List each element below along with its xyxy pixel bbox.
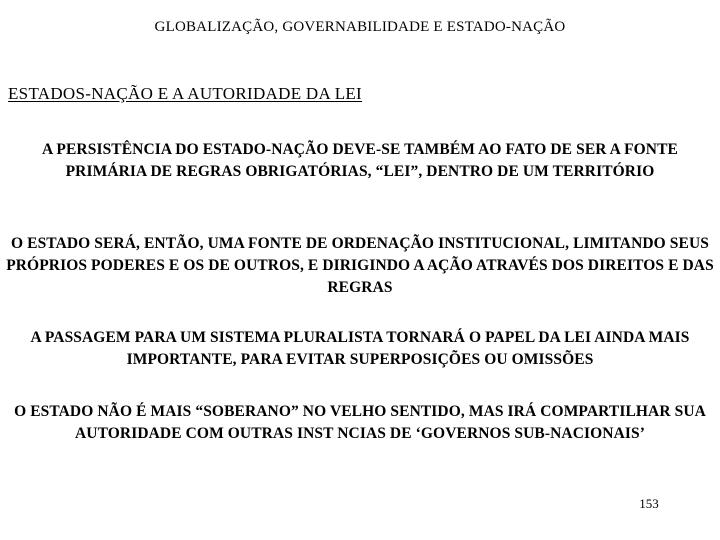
paragraph-3: A PASSAGEM PARA UM SISTEMA PLURALISTA TORNARÁ O PAPEL DA LEI AINDA MAIS IMPORTANTE, PARA EVITAR SUPERPOSIÇÕES OU OMISSÕES (30, 329, 690, 368)
paragraph-4: O ESTADO NÃO É MAIS “SOBERANO” NO VELHO SENTIDO, MAS IRÁ COMPARTILHAR SUA AUTORIDADE COM OUTRAS INST NCIAS DE ‘GOVERNOS SUB-NACIONAIS’ (14, 403, 706, 442)
paragraph-2: O ESTADO SERÁ, ENTÃO, UMA FONTE DE ORDENAÇÃO INSTITUCIONAL, LIMITANDO SEUS PRÓPRIOS PODERES E OS DE OUTROS, E DIRIGINDO A AÇÃO ATRAVÉS DOS DIREITOS E DAS REGRAS (6, 235, 714, 296)
section-title: ESTADOS-NAÇÃO E A AUTORIDADE DA LEI (8, 84, 363, 103)
paragraph-1: A PERSISTÊNCIA DO ESTADO-NAÇÃO DEVE-SE TAMBÉM AO FATO DE SER A FONTE PRIMÁRIA DE REGRAS OBRIGATÓRIAS, “LEI”, DENTRO DE UM TERRITÓRIO (42, 141, 678, 180)
page-number: 153 (639, 496, 659, 511)
slide-header: GLOBALIZAÇÃO, GOVERNABILIDADE E ESTADO-NAÇÃO (154, 19, 566, 35)
